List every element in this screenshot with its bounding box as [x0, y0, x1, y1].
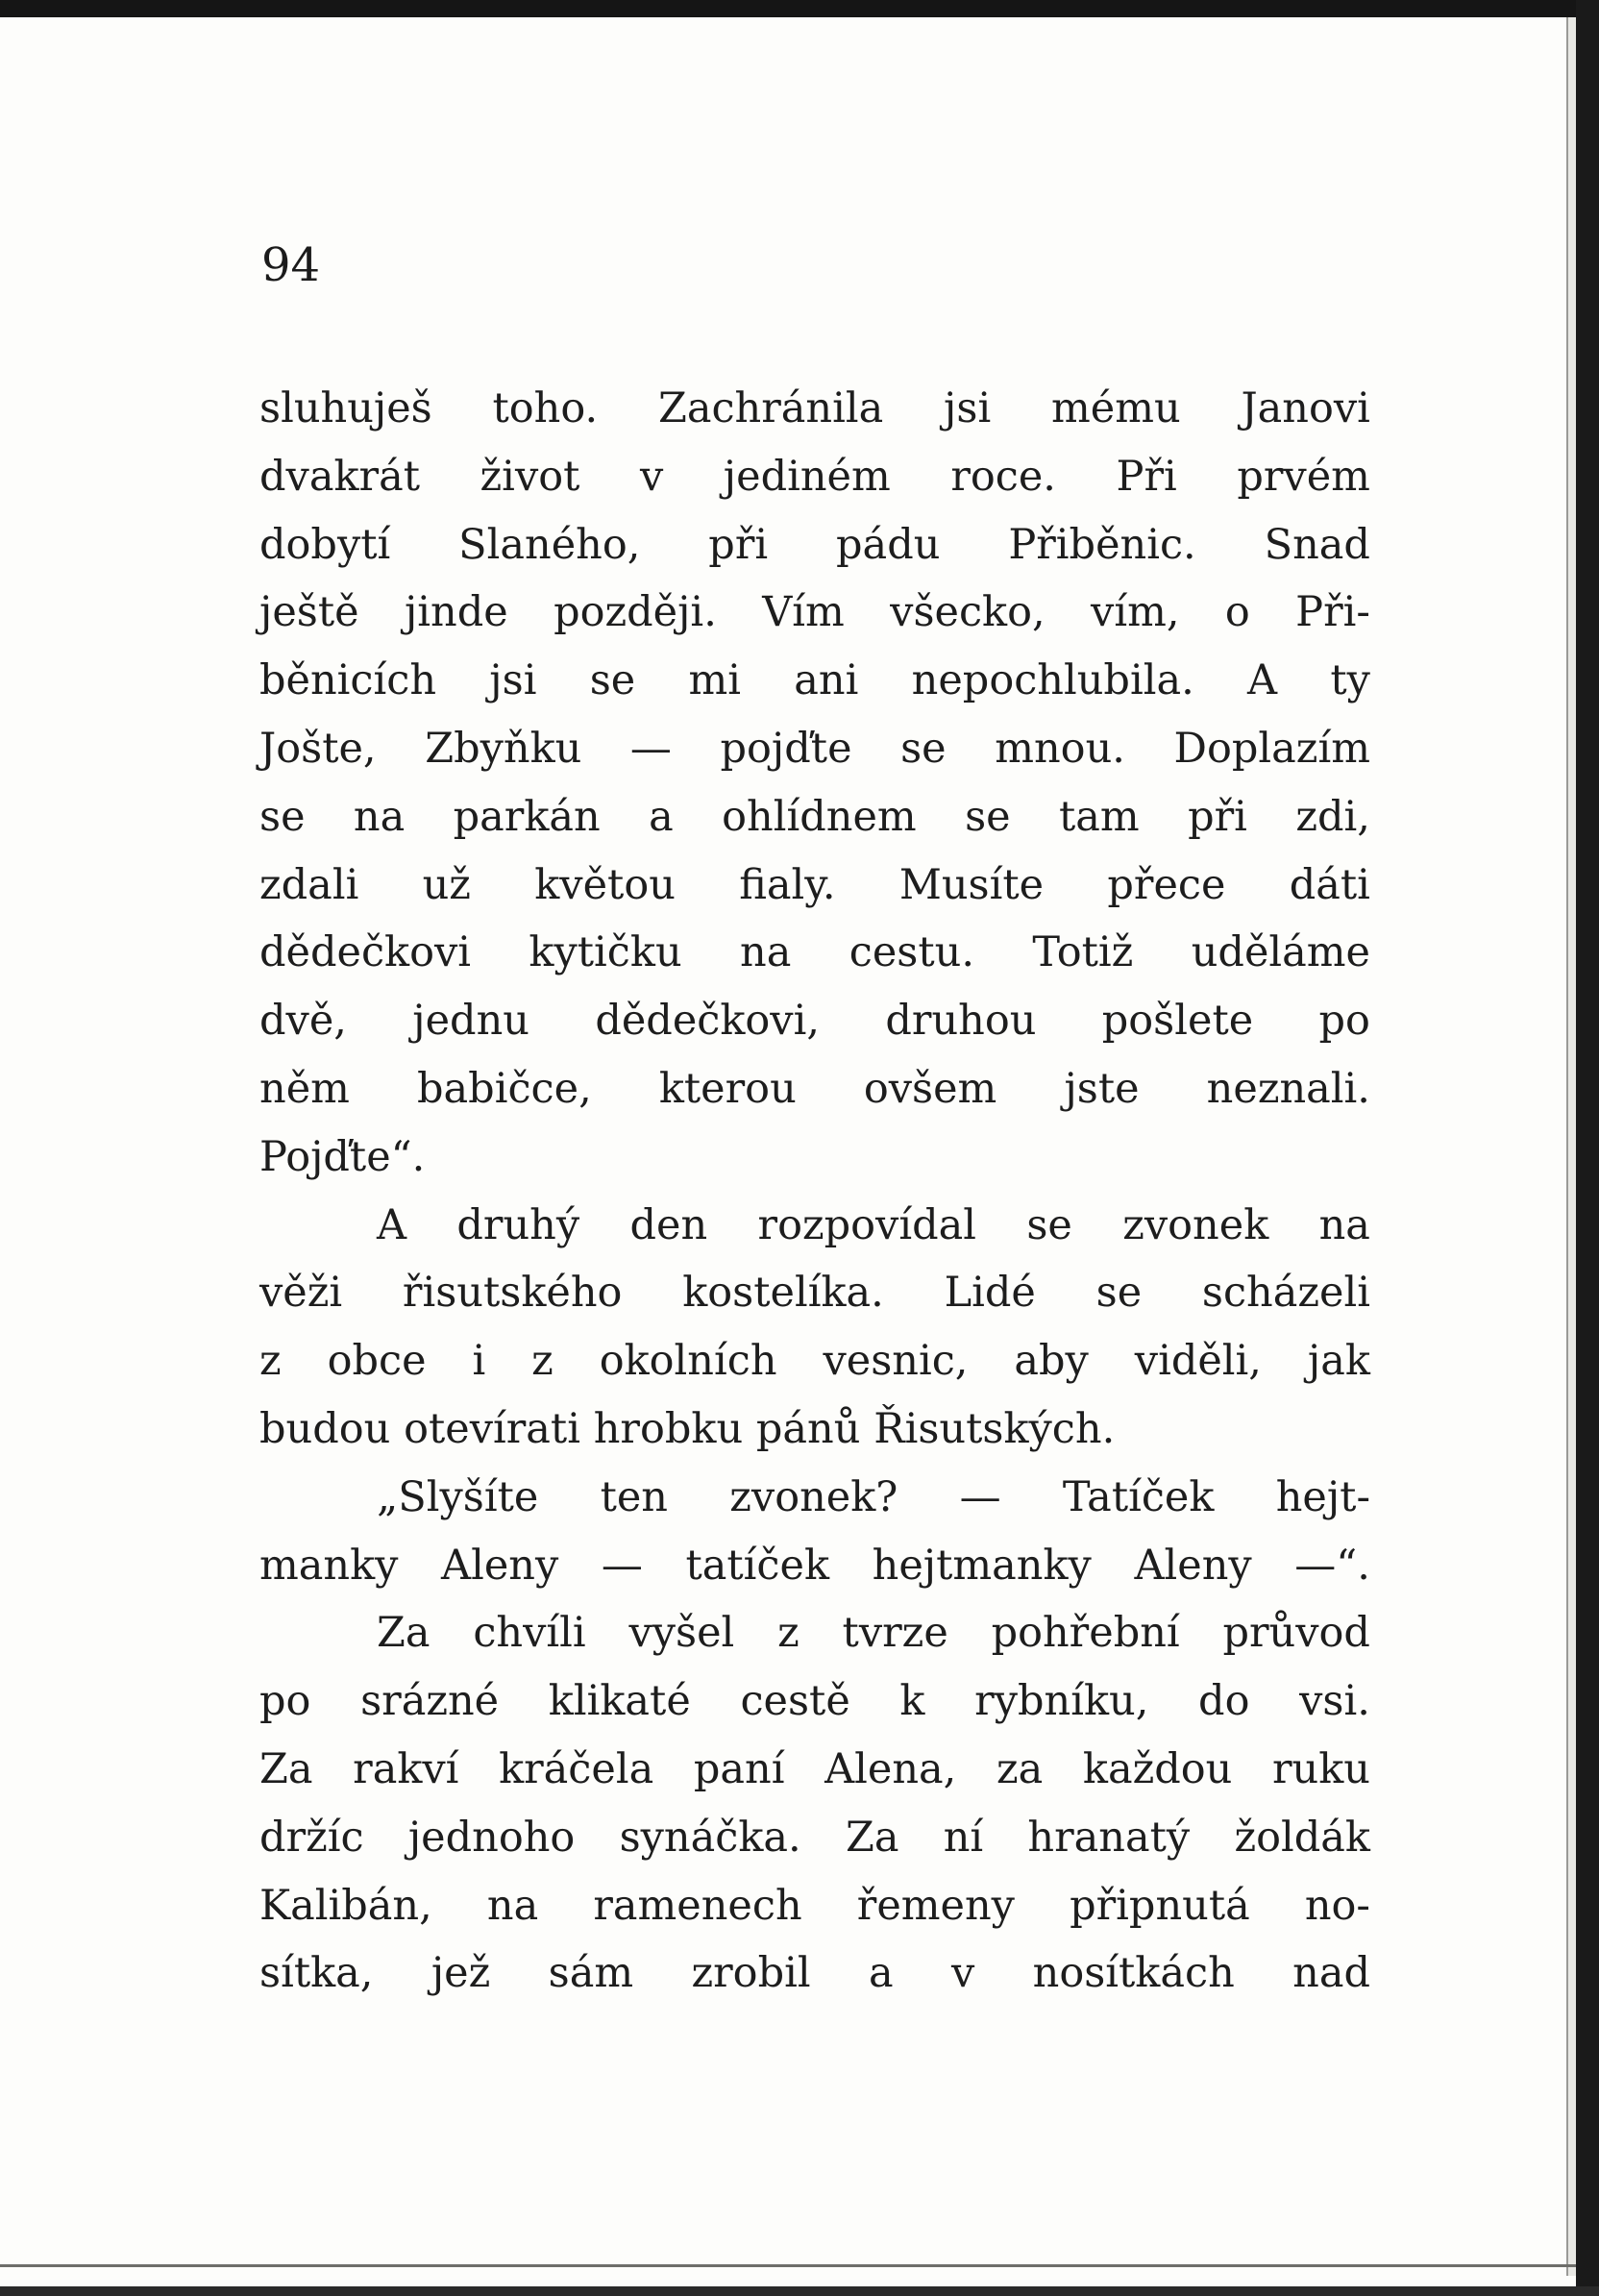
word: roce.	[950, 452, 1056, 501]
text-line	[259, 1123, 1370, 1192]
word: i	[472, 1337, 486, 1386]
word: kytičku	[529, 928, 682, 977]
word: žoldák	[1234, 1813, 1370, 1862]
word: „Slyšíte	[377, 1472, 539, 1521]
word: Tatíček	[1062, 1472, 1215, 1521]
word: z	[259, 1337, 282, 1386]
text-line	[259, 647, 1370, 715]
word: viděli,	[1134, 1337, 1262, 1386]
word: den	[629, 1200, 708, 1249]
word: tam	[1059, 792, 1140, 841]
text-line	[259, 1804, 1370, 1872]
word: obce	[327, 1337, 427, 1386]
word: a	[649, 792, 674, 841]
word: pánů	[755, 1404, 861, 1453]
text-line	[259, 987, 1370, 1055]
word: druhý	[456, 1200, 580, 1249]
word: tvrze	[842, 1609, 948, 1658]
text-line	[259, 1736, 1370, 1804]
word: v	[950, 1949, 975, 1998]
word: rozpovídal	[757, 1200, 977, 1249]
word: manky	[259, 1541, 399, 1590]
word: dvě,	[259, 997, 347, 1046]
word: každou	[1082, 1744, 1233, 1793]
page-bottom-edge	[0, 2264, 1576, 2267]
word: po	[259, 1677, 311, 1726]
word: k	[899, 1677, 925, 1726]
word: hejt-	[1275, 1472, 1370, 1521]
text-line	[259, 375, 1370, 443]
word: —“.	[1294, 1541, 1370, 1590]
word: tatíček	[685, 1541, 830, 1590]
word: nosítkách	[1032, 1949, 1235, 1998]
word: se	[965, 792, 1011, 841]
word: aby	[1014, 1337, 1089, 1386]
word: všecko,	[890, 588, 1046, 637]
word: babičce,	[417, 1064, 592, 1113]
word: okolních	[599, 1337, 777, 1386]
word: sám	[548, 1949, 634, 1998]
word: vím,	[1091, 588, 1180, 637]
scan-right-edge	[1576, 0, 1599, 2296]
word: —	[959, 1472, 1001, 1521]
text-line	[259, 511, 1370, 580]
word: na	[1318, 1200, 1370, 1249]
text-line	[259, 1872, 1370, 1940]
word: zdi,	[1295, 792, 1370, 841]
word: zrobil	[691, 1949, 811, 1998]
text-line	[259, 715, 1370, 783]
word: Totiž	[1032, 928, 1134, 977]
word: Slaného,	[458, 520, 641, 569]
word: paní	[693, 1744, 785, 1793]
text-line	[259, 579, 1370, 647]
word: chvíli	[473, 1609, 586, 1658]
word: otevírati	[404, 1404, 580, 1453]
word: Za	[845, 1813, 899, 1862]
word: zvonek?	[729, 1472, 898, 1521]
word: nepochlubila.	[911, 656, 1194, 705]
text-line	[259, 1939, 1370, 2008]
word: a	[868, 1949, 894, 1998]
word: už	[422, 860, 471, 909]
word: Zachránila	[657, 384, 884, 432]
word: dobytí	[259, 520, 391, 569]
word: na	[353, 792, 406, 841]
word: květou	[534, 860, 676, 909]
word: mému	[1050, 384, 1181, 432]
word: no-	[1304, 1881, 1370, 1930]
word: kostelíka.	[682, 1269, 884, 1318]
word: jsi	[489, 656, 537, 705]
word: něm	[259, 1064, 350, 1113]
word: dědečkovi	[259, 928, 472, 977]
word: Za	[377, 1609, 430, 1658]
word: kterou	[658, 1064, 797, 1113]
word: život	[480, 452, 580, 501]
word: Doplazím	[1173, 724, 1370, 773]
word: hranatý	[1027, 1813, 1191, 1862]
word: hejtmanky	[872, 1541, 1092, 1590]
word: dědečkovi,	[595, 997, 821, 1046]
text-line	[259, 1464, 1370, 1532]
word: Při	[1116, 452, 1177, 501]
word: ovšem	[863, 1064, 997, 1113]
word: Musíte	[898, 860, 1045, 909]
scan-top-edge	[0, 0, 1599, 17]
word: pojďte	[720, 724, 852, 773]
word: druhou	[885, 997, 1037, 1046]
word: jak	[1307, 1337, 1370, 1386]
word: řisutského	[402, 1269, 623, 1318]
scan-bottom-edge	[0, 2286, 1599, 2296]
word: vesnic,	[823, 1337, 969, 1386]
word: se	[259, 792, 306, 841]
word: do	[1198, 1677, 1250, 1726]
word: Jošte,	[259, 724, 377, 773]
text-line	[259, 1395, 1370, 1464]
word: se	[900, 724, 947, 773]
word: se	[1095, 1269, 1143, 1318]
word: scházeli	[1201, 1269, 1370, 1318]
word: zdali	[259, 860, 359, 909]
text-line	[259, 1667, 1370, 1736]
word: jež	[430, 1949, 491, 1998]
word: dvakrát	[259, 452, 420, 501]
word: na	[740, 928, 792, 977]
body-text	[259, 375, 1370, 2008]
word: průvod	[1222, 1609, 1370, 1658]
word: držíc	[259, 1813, 364, 1862]
word: budou	[259, 1404, 391, 1453]
word: ohlídnem	[722, 792, 917, 841]
word: zvonek	[1122, 1200, 1269, 1249]
word: jste	[1064, 1064, 1140, 1113]
word: fialy.	[739, 860, 836, 909]
word: synáčka.	[619, 1813, 801, 1862]
word: ruku	[1272, 1744, 1370, 1793]
text-line	[259, 852, 1370, 920]
word: za	[996, 1744, 1044, 1793]
word: z	[777, 1609, 800, 1658]
word: Pojďte“.	[259, 1132, 426, 1181]
word: při	[708, 520, 769, 569]
word: Zbyňku	[425, 724, 582, 773]
word: hrobku	[593, 1404, 744, 1453]
word: prvém	[1237, 452, 1370, 501]
word: ještě	[259, 588, 359, 637]
text-line	[259, 783, 1370, 852]
text-line	[259, 1192, 1370, 1260]
text-line	[259, 1055, 1370, 1123]
word: pošlete	[1101, 997, 1254, 1046]
text-line	[259, 1259, 1370, 1327]
word: A	[1247, 656, 1278, 705]
word: jsi	[944, 384, 992, 432]
word: běnicích	[259, 656, 437, 705]
word: Janovi	[1241, 384, 1370, 432]
word: Řisutských.	[873, 1404, 1116, 1453]
word: po	[1318, 997, 1370, 1046]
word: vsi.	[1299, 1677, 1370, 1726]
word: přece	[1107, 860, 1226, 909]
word: parkán	[453, 792, 601, 841]
word: dáti	[1289, 860, 1370, 909]
page-number: 94	[261, 238, 321, 292]
word: jediném	[723, 452, 891, 501]
word: ní	[943, 1813, 984, 1862]
word: uděláme	[1191, 928, 1370, 977]
word: toho.	[492, 384, 599, 432]
word: cestu.	[849, 928, 975, 977]
word: vyšel	[628, 1609, 735, 1658]
word: ramenech	[593, 1881, 802, 1930]
word: Při-	[1295, 588, 1370, 637]
word: Alena,	[824, 1744, 957, 1793]
word: Lidé	[944, 1269, 1036, 1318]
word: sluhuješ	[259, 384, 432, 432]
word: jinde	[404, 588, 508, 637]
word: mi	[688, 656, 742, 705]
word: —	[601, 1541, 643, 1590]
word: o	[1224, 588, 1250, 637]
page-fore-edge	[1566, 17, 1576, 2276]
word: Přiběnic.	[1008, 520, 1196, 569]
word: řemeny	[856, 1881, 1015, 1930]
text-line	[259, 919, 1370, 987]
text-line	[259, 1599, 1370, 1667]
word: z	[531, 1337, 554, 1386]
word: Kalibán,	[259, 1881, 432, 1930]
word: při	[1188, 792, 1247, 841]
word: rybníku,	[974, 1677, 1149, 1726]
word: jednoho	[407, 1813, 576, 1862]
word: klikaté	[548, 1677, 691, 1726]
word: ty	[1330, 656, 1370, 705]
word: později.	[554, 588, 717, 637]
word: připnutá	[1070, 1881, 1250, 1930]
word: nad	[1292, 1949, 1370, 1998]
word: Snad	[1264, 520, 1370, 569]
word: mnou.	[995, 724, 1125, 773]
word: rakví	[353, 1744, 459, 1793]
text-line	[259, 1327, 1370, 1395]
word: pádu	[836, 520, 941, 569]
word: ten	[600, 1472, 668, 1521]
word: —	[629, 724, 672, 773]
word: sítka,	[259, 1949, 374, 1998]
word: věži	[259, 1269, 343, 1318]
word: cestě	[740, 1677, 850, 1726]
word: na	[486, 1881, 539, 1930]
word: Aleny	[441, 1541, 559, 1590]
word: jednu	[412, 997, 529, 1046]
word: Aleny	[1134, 1541, 1252, 1590]
word: se	[589, 656, 636, 705]
word: kráčela	[499, 1744, 654, 1793]
word: neznali.	[1206, 1064, 1370, 1113]
word: v	[639, 452, 664, 501]
word: A	[377, 1200, 407, 1249]
text-line	[259, 1532, 1370, 1600]
word: Za	[259, 1744, 313, 1793]
word: se	[1026, 1200, 1072, 1249]
text-line	[259, 443, 1370, 511]
word: srázné	[360, 1677, 500, 1726]
word: pohřební	[991, 1609, 1180, 1658]
word: ani	[794, 656, 859, 705]
word: Vím	[762, 588, 845, 637]
